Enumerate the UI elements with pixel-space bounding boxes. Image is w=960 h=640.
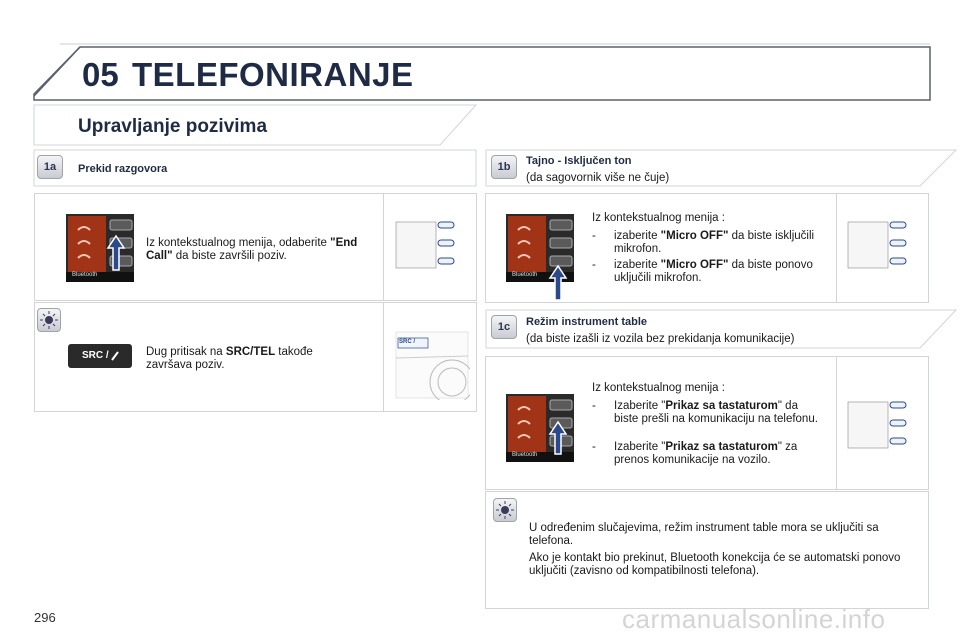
thumb-1c — [846, 396, 914, 452]
s1b-item-2: - izaberite "Micro OFF" da biste ponovo uključili mikrofon. — [592, 259, 813, 284]
divider — [383, 302, 384, 412]
src-tel-button: SRC / — [68, 344, 132, 368]
s1b-intro: Iz kontekstualnog menija : — [592, 212, 725, 224]
badge-1b: 1b — [491, 155, 517, 179]
s1c-item-1: - Izaberite "Prikaz sa tastaturom" da biste prešli na komunikaciju na telefonu. — [592, 400, 818, 425]
divider — [836, 193, 837, 303]
chapter-title: TELEFONIRANJE — [132, 56, 414, 93]
s1b-title: Tajno - Isključen ton — [526, 155, 632, 167]
page-number: 296 — [34, 610, 56, 625]
section-title: Upravljanje pozivima — [78, 116, 268, 137]
s1c-header-bar — [484, 308, 960, 352]
bluetooth-label-1c: Bluetooth — [512, 452, 538, 458]
bluetooth-label-1a: Bluetooth — [72, 272, 98, 278]
badge-1c: 1c — [491, 315, 517, 339]
thumb-1a — [394, 216, 462, 272]
divider — [836, 356, 837, 490]
divider — [383, 193, 384, 301]
s1a-text: Iz kontekstualnog menija, odaberite "End Call" da biste završili poziv. — [146, 237, 358, 262]
watermark: carmanualsonline.info — [622, 604, 886, 634]
s1c-item-2: - Izaberite "Prikaz sa tastaturom" za prenos komunikacije na vozilo. — [592, 441, 798, 466]
s1a-tip-text: Dug pritisak na SRC/TEL takođe završava poziv. — [146, 346, 313, 371]
src-small-label: SRC / — [399, 339, 416, 345]
chapter-number: 05 — [82, 56, 119, 93]
tip2-box — [485, 491, 929, 609]
s1c-subtitle: (da biste izašli iz vozila bez prekidanja komunikacije) — [526, 333, 795, 345]
s1a-header-bar — [0, 148, 480, 190]
thumb-1b — [846, 216, 914, 272]
phone-icon — [110, 350, 120, 362]
radio-panel-1b — [506, 214, 574, 302]
badge-1a: 1a — [37, 155, 63, 179]
lightbulb-icon — [493, 498, 517, 522]
s1a-title: Prekid razgovora — [78, 163, 168, 175]
s1b-subtitle: (da sagovornik više ne čuje) — [526, 172, 670, 184]
tip2-p2: Ako je kontakt bio prekinut, Bluetooth konekcija će se automatski ponovo uključiti (zavisno od kompatibilnosti telefona). — [529, 552, 901, 577]
s1b-item-1: - izaberite "Micro OFF" da biste isključili mikrofon. — [592, 230, 815, 255]
s1c-title: Režim instrument table — [526, 316, 648, 328]
bluetooth-label-1b: Bluetooth — [512, 272, 538, 278]
s1c-intro: Iz kontekstualnog menija : — [592, 382, 725, 394]
tip2-p1: U određenim slučajevima, režim instrument table mora se uključiti sa telefona. — [529, 522, 879, 547]
lightbulb-icon — [37, 308, 61, 332]
